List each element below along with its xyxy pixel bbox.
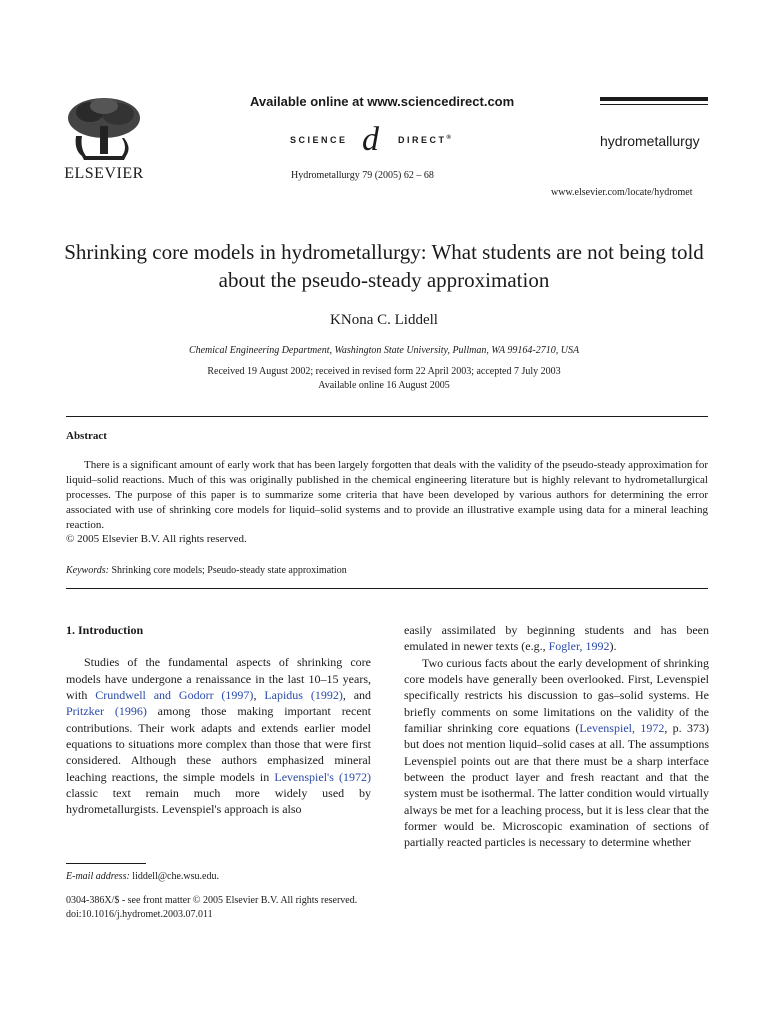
- citation-link-crundwell[interactable]: Crundwell and Godorr (1997): [95, 688, 254, 703]
- paper-title: Shrinking core models in hydrometallurgy: What students are not being told about the pseudo-steady approximation: [64, 240, 704, 292]
- divider-top: [66, 416, 708, 417]
- text-run: , p. 373) but does not mention liquid–solid cases at all. The assumptions Levenspiel points out are that there must be a sharp interface between the product layer and fresh reactant and that the system must be isothermal. The latter condition would virtually always be met for a leaching process, but it is less clear that the former would be. Microscopic examination of sections of partially reacted particles is necessary to determine whether: [404, 721, 710, 850]
- citation-link-lapidus[interactable]: Lapidus (1992): [264, 688, 343, 703]
- abstract-heading: Abstract: [66, 430, 107, 442]
- text-run: Studies of the fundamental aspects of shrinking core models have undergone a renaissance in the last 10–15 years, with: [66, 655, 371, 703]
- sciencedirect-logo: [290, 121, 480, 159]
- sd-logo-mark: d: [362, 121, 379, 158]
- sd-logo-right-text: DIRECT: [398, 135, 447, 145]
- text-run: Two curious facts about the early development of shrinking core models have generally been overlooked. First, Levenspiel specifically restricts his discussion to gas–solid systems. He briefly comments on some limitations on the validity of the familiar shrinking core equations (: [404, 655, 709, 736]
- journal-name: hydrometallurgy: [600, 133, 700, 149]
- journal-rule-thick: [600, 97, 708, 101]
- author-affiliation: Chemical Engineering Department, Washington State University, Pullman, WA 99164-2710, USA: [188, 345, 580, 356]
- publisher-name: ELSEVIER: [64, 165, 144, 182]
- text-run: , and: [342, 688, 372, 703]
- email-label: E-mail address:: [66, 871, 130, 882]
- sd-logo-right: [398, 135, 451, 145]
- text-run: easily assimilated by beginning students and has been emulated in newer texts (e.g.,: [404, 623, 709, 654]
- keywords: [66, 565, 347, 576]
- text-run: classic text remain much more widely used by hydrometallurgists. Levenspiel's approach is also: [66, 786, 371, 817]
- email-address-link[interactable]: liddell@che.wsu.edu.: [132, 871, 219, 882]
- footnote-email: [66, 871, 219, 882]
- intro-paragraph-1: [66, 654, 371, 817]
- text-run: ).: [609, 639, 617, 654]
- divider-bottom: [66, 588, 708, 589]
- citation-link-levenspiel-1972[interactable]: Levenspiel, 1972: [579, 721, 665, 736]
- text-run: among those making important recent contributions. Their work adapts and extends earlier model equations to situations more complex than those that were first considered. Although these authors emphasized mineral leaching reactions, the simple models in: [66, 704, 371, 784]
- footnote-doi[interactable]: doi:10.1016/j.hydromet.2003.07.011: [66, 909, 213, 920]
- abstract-copyright: © 2005 Elsevier B.V. All rights reserved.: [66, 533, 247, 545]
- text-run: ,: [253, 688, 265, 703]
- citation-link-fogler[interactable]: Fogler, 1992: [548, 639, 610, 654]
- author-name: KNona C. Liddell: [330, 312, 438, 328]
- sd-logo-left: SCIENCE: [290, 135, 348, 145]
- intro-paragraph-2: [404, 655, 709, 851]
- section-heading: 1. Introduction: [66, 623, 144, 637]
- journal-url-link[interactable]: www.elsevier.com/locate/hydromet: [551, 187, 693, 198]
- intro-paragraph-1-cont: [404, 622, 709, 655]
- footnote-rule: [66, 863, 146, 864]
- available-date: Available online 16 August 2005: [318, 380, 450, 391]
- article-dates: [0, 365, 768, 393]
- abstract-paragraph: There is a significant amount of early work that has been largely forgotten that deals with the validity of the pseudo-steady approximation for liquid–solid reactions. Much of this was originally published in the chemical engineering literature but is highly relevant to hydrometallurgical processes. The purpose of this paper is to summarize some criteria that have been developed by various authors for determining the error associated with use of shrinking core models for liquid–solid systems and to provide an illustrative example using data for a mineral leaching reaction.: [66, 459, 708, 531]
- available-online-link[interactable]: Available online at www.sciencedirect.com: [250, 94, 515, 109]
- keywords-text: Shrinking core models; Pseudo-steady state approximation: [111, 565, 347, 576]
- elsevier-tree-logo: [62, 96, 146, 162]
- citation-link-levenspiel[interactable]: Levenspiel's (1972): [274, 769, 371, 784]
- abstract-body: [66, 458, 708, 533]
- received-dates: Received 19 August 2002; received in revised form 22 April 2003; accepted 7 July 2003: [207, 366, 561, 377]
- journal-rule-thin: [600, 104, 708, 105]
- keywords-label: Keywords:: [66, 565, 109, 576]
- footnote-issn: 0304-386X/$ - see front matter © 2005 Elsevier B.V. All rights reserved.: [66, 895, 358, 906]
- column-left: [66, 622, 371, 818]
- citation-link-pritzker[interactable]: Pritzker (1996): [66, 704, 147, 719]
- sd-logo-reg: ®: [446, 135, 451, 141]
- column-right: [404, 622, 709, 851]
- journal-reference: Hydrometallurgy 79 (2005) 62 – 68: [291, 170, 434, 181]
